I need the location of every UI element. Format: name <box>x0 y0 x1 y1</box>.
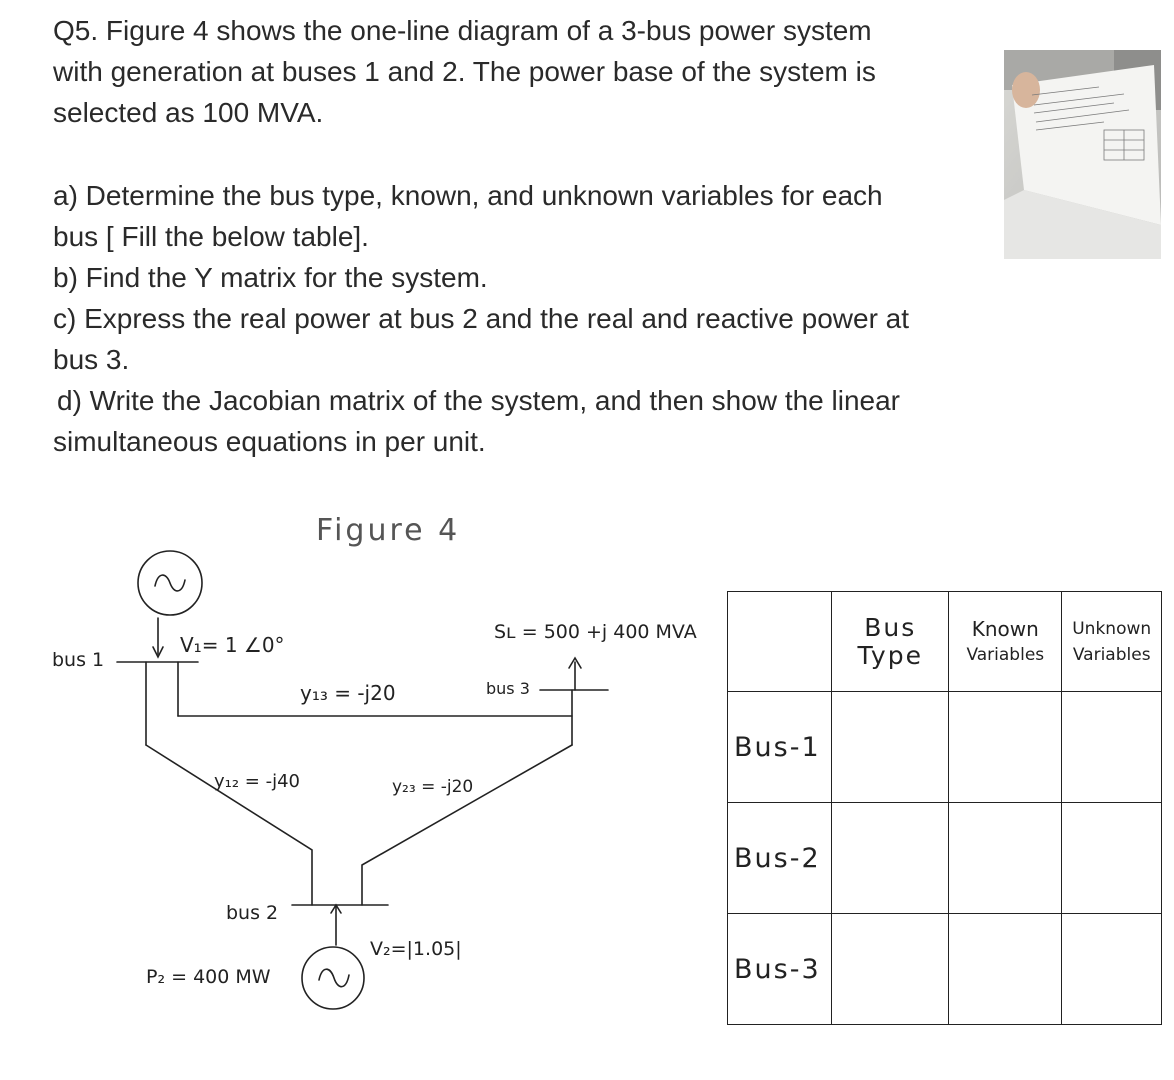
row-label-bus-3: Bus-3 <box>728 914 832 1025</box>
row-label-bus-2: Bus-2 <box>728 803 832 914</box>
table-cell[interactable] <box>1062 914 1162 1025</box>
y13-label: y₁₃ = -j20 <box>300 681 396 705</box>
question-line: selected as 100 MVA. <box>53 97 324 128</box>
part-a-line: a) Determine the bus type, known, and unknown variables for each <box>53 180 883 211</box>
table-cell[interactable] <box>832 914 949 1025</box>
question-line: with generation at buses 1 and 2. The power base of the system is <box>53 56 876 87</box>
bus-1-label: bus 1 <box>52 649 105 671</box>
p2-label: P₂ = 400 MW <box>146 966 271 988</box>
table-row <box>728 803 1162 914</box>
table-cell[interactable] <box>949 914 1062 1025</box>
table-header-row <box>728 592 1162 692</box>
y23-label: y₂₃ = -j20 <box>392 777 474 797</box>
figure-title: Figure 4 <box>316 513 461 548</box>
table-cell[interactable] <box>832 692 949 803</box>
row-label-bus-1: Bus-1 <box>728 692 832 803</box>
generator-2-icon <box>302 947 364 1009</box>
table-cell[interactable] <box>949 692 1062 803</box>
question-line: Q5. Figure 4 shows the one-line diagram of a 3-bus power system <box>53 15 872 46</box>
table-cell[interactable] <box>1062 692 1162 803</box>
table-cell[interactable] <box>1062 803 1162 914</box>
part-c-line: c) Express the real power at bus 2 and the real and reactive power at <box>53 303 910 334</box>
header-unknown-variables: Unknown Variables <box>1062 592 1162 692</box>
table-row <box>728 692 1162 803</box>
bus-variables-table <box>727 591 1162 1025</box>
sl-label: Sʟ = 500 +j 400 MVA <box>494 621 697 643</box>
table-row <box>728 914 1162 1025</box>
table-cell[interactable] <box>949 803 1062 914</box>
part-b-line: b) Find the Y matrix for the system. <box>53 262 488 293</box>
v1-label: V₁= 1 ∠0° <box>180 633 285 657</box>
header-bus-type: Bus Type <box>832 592 949 692</box>
bus-2-label: bus 2 <box>226 902 279 924</box>
table-cell[interactable] <box>832 803 949 914</box>
part-d-line: d) Write the Jacobian matrix of the system, and then show the linear <box>57 385 901 416</box>
bus-3-label: bus 3 <box>486 679 530 698</box>
part-a-line: bus [ Fill the below table]. <box>53 221 369 252</box>
v2-label: V₂=|1.05| <box>370 938 462 960</box>
y12-label: y₁₂ = -j40 <box>214 771 301 792</box>
part-c-line: bus 3. <box>53 344 130 375</box>
part-d-line: simultaneous equations in per unit. <box>53 426 486 457</box>
header-known-variables: Known Variables <box>949 592 1062 692</box>
header-empty-cell <box>728 592 832 692</box>
